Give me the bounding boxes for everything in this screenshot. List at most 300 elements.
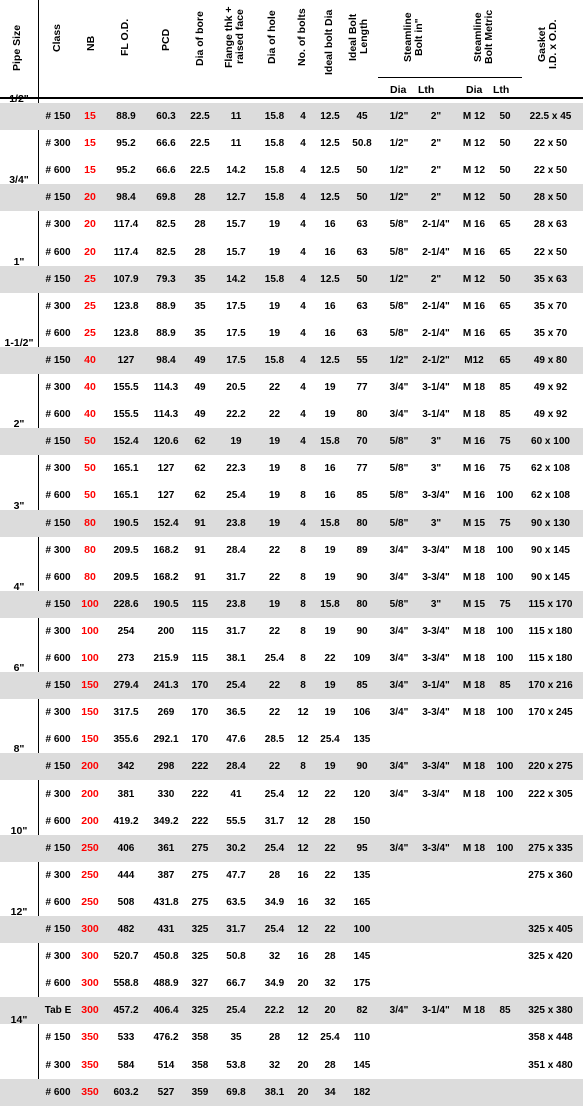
cell-dia-bore: 62 — [194, 490, 206, 502]
cell-nb: 300 — [81, 1004, 99, 1017]
table-row — [0, 753, 583, 780]
pipe-size-label: 10" — [10, 824, 28, 837]
cell-fl-od: 381 — [117, 788, 135, 800]
cell-bolt-dia: 19 — [324, 571, 336, 583]
table-row — [0, 320, 583, 347]
cell-stud-lth-metric: 100 — [496, 842, 514, 854]
cell-nb: 20 — [84, 245, 96, 258]
cell-bolt-dia: 22 — [324, 788, 336, 800]
cell-stud-lth-metric: 65 — [499, 246, 511, 258]
cell-stud-dia-in: 3/4" — [389, 409, 409, 421]
cell-stud-lth-in — [416, 943, 456, 970]
cell-bolt-length: 95 — [356, 842, 368, 854]
table-row — [0, 943, 583, 970]
cell-stud-lth-metric: 100 — [496, 707, 514, 719]
cell-dia-bore: 35 — [194, 273, 206, 285]
cell-pcd: 476.2 — [153, 1032, 179, 1044]
cell-dia-bore: 49 — [194, 354, 206, 366]
cell-gasket — [518, 970, 583, 997]
cell-bolt-length: 80 — [356, 409, 368, 421]
cell-bolt-dia: 16 — [324, 463, 336, 475]
cell-fl-od: 520.7 — [113, 951, 139, 963]
cell-nb: 250 — [81, 841, 99, 854]
cell-stud-lth-in: 3-3/4" — [422, 653, 450, 664]
table-row — [0, 537, 583, 564]
cell-gasket: 22 x 50 — [533, 138, 568, 150]
cell-bolt-length: 182 — [353, 1086, 371, 1098]
cell-dia-hole: 38.1 — [264, 1086, 285, 1098]
cell-bolt-dia: 19 — [324, 409, 336, 421]
cell-dia-hole: 34.9 — [264, 896, 285, 908]
cell-stud-lth-metric: 65 — [499, 219, 511, 231]
cell-dia-bore: 91 — [194, 544, 206, 556]
cell-stud-dia-metric — [457, 1079, 491, 1106]
cell-class: # 600 — [45, 490, 71, 502]
cell-stud-lth-metric: 100 — [496, 761, 514, 773]
cell-stud-lth-in: 2" — [430, 111, 442, 122]
cell-pcd: 127 — [157, 463, 175, 475]
cell-pcd: 114.3 — [153, 382, 179, 393]
cell-dia-bore: 327 — [191, 978, 209, 990]
cell-dia-hole: 15.8 — [264, 138, 285, 150]
cell-dia-bore: 222 — [191, 815, 209, 827]
cell-fl-od: 123.8 — [113, 300, 139, 312]
pipe-size-label: 4" — [13, 580, 25, 593]
cell-stud-lth-in — [416, 862, 456, 889]
cell-dia-bore: 275 — [191, 869, 209, 881]
cell-stud-lth-in: 2-1/4" — [422, 219, 450, 231]
cell-pcd: 488.9 — [153, 978, 179, 990]
cell-pcd: 450.8 — [153, 951, 179, 963]
cell-no-bolts: 4 — [300, 246, 306, 258]
cell-dia-hole: 28 — [268, 1032, 281, 1044]
cell-stud-lth-metric — [492, 1024, 518, 1051]
cell-stud-lth-in: 2" — [430, 192, 442, 204]
cell-bolt-length: 63 — [356, 219, 368, 231]
cell-fl-od: 155.5 — [113, 409, 139, 421]
cell-bolt-dia: 12.5 — [320, 354, 340, 366]
cell-class: # 600 — [45, 1086, 71, 1098]
cell-pcd: 298 — [157, 761, 175, 773]
cell-fl-od: 95.2 — [116, 165, 136, 177]
cell-flange-thk: 31.7 — [226, 571, 246, 583]
cell-dia-hole: 25.4 — [264, 788, 285, 800]
cell-dia-hole: 25.4 — [264, 924, 285, 935]
cell-gasket: 325 x 420 — [528, 951, 573, 963]
cell-nb: 80 — [84, 570, 96, 583]
cell-gasket — [518, 1079, 583, 1106]
cell-dia-hole: 19 — [268, 598, 281, 610]
cell-bolt-dia: 12.5 — [320, 273, 340, 285]
pipe-size-label: 8" — [13, 743, 25, 756]
cell-flange-thk: 25.4 — [226, 680, 246, 692]
cell-stud-dia-in: 5/8" — [389, 517, 409, 529]
cell-nb: 150 — [81, 679, 99, 692]
header-flange-thk: Flange thk + raised face — [223, 6, 246, 68]
cell-stud-lth-metric: 100 — [496, 571, 514, 583]
cell-no-bolts: 12 — [297, 1005, 309, 1017]
cell-pcd: 79.3 — [156, 273, 176, 285]
cell-bolt-dia: 15.8 — [320, 436, 340, 448]
cell-stud-dia-in: 5/8" — [389, 327, 409, 339]
cell-gasket: 358 x 448 — [528, 1032, 573, 1044]
cell-stud-lth-in: 2" — [430, 165, 442, 177]
cell-flange-thk: 19 — [230, 436, 242, 448]
cell-nb: 150 — [81, 706, 99, 719]
cell-flange-thk: 22.3 — [226, 463, 246, 475]
cell-stud-lth-metric: 50 — [499, 165, 511, 177]
cell-fl-od: 273 — [117, 653, 135, 664]
cell-stud-lth-metric: 65 — [499, 327, 511, 339]
cell-gasket — [518, 808, 583, 835]
cell-no-bolts: 4 — [300, 382, 306, 393]
cell-flange-thk: 30.2 — [226, 842, 246, 854]
cell-dia-hole: 28 — [268, 869, 281, 881]
cell-no-bolts: 4 — [300, 192, 306, 204]
cell-stud-lth-in: 2" — [430, 273, 442, 285]
cell-stud-lth-metric — [492, 726, 518, 753]
cell-no-bolts: 8 — [300, 463, 306, 475]
cell-dia-hole: 19 — [268, 436, 281, 448]
cell-fl-od: 209.5 — [113, 571, 139, 583]
cell-gasket: 28 x 63 — [533, 219, 568, 231]
cell-fl-od: 355.6 — [113, 734, 139, 746]
cell-dia-hole: 25.4 — [264, 842, 285, 854]
cell-nb: 100 — [81, 624, 99, 637]
cell-pcd: 82.5 — [156, 219, 176, 231]
cell-no-bolts: 4 — [300, 273, 306, 285]
cell-dia-bore: 22.5 — [190, 138, 210, 150]
cell-class: # 150 — [45, 598, 71, 610]
cell-stud-lth-in: 3-3/4" — [422, 842, 450, 854]
cell-no-bolts: 12 — [297, 842, 309, 854]
cell-stud-dia-in: 1/2" — [389, 138, 409, 150]
cell-fl-od: 152.4 — [113, 436, 139, 448]
cell-bolt-dia: 19 — [324, 707, 336, 719]
cell-no-bolts: 20 — [297, 1059, 309, 1071]
cell-flange-thk: 20.5 — [226, 382, 246, 393]
cell-flange-thk: 22.2 — [226, 409, 246, 421]
cell-bolt-dia: 28 — [324, 1059, 336, 1071]
cell-dia-hole: 19 — [268, 300, 281, 312]
cell-stud-dia-metric: M 18 — [462, 842, 486, 854]
header-dia-metric: Dia — [466, 84, 483, 96]
table-row — [0, 970, 583, 997]
cell-pcd: 406.4 — [153, 1005, 179, 1017]
cell-pcd: 330 — [157, 788, 175, 800]
cell-nb: 300 — [81, 923, 99, 935]
cell-bolt-length: 50 — [356, 273, 368, 285]
cell-fl-od: 117.4 — [113, 246, 139, 258]
cell-dia-bore: 275 — [191, 842, 209, 854]
cell-no-bolts: 8 — [300, 544, 306, 556]
cell-stud-dia-metric: M 12 — [462, 138, 486, 150]
cell-dia-bore: 325 — [191, 1005, 209, 1017]
cell-bolt-length: 45 — [356, 111, 368, 122]
cell-stud-lth-metric: 85 — [499, 1005, 511, 1017]
cell-dia-hole: 22 — [268, 571, 281, 583]
cell-stud-dia-in: 3/4" — [389, 680, 409, 692]
cell-bolt-dia: 19 — [324, 625, 336, 637]
header-gasket: Gasket I.D. x O.D. — [536, 19, 559, 69]
cell-stud-dia-in: 3/4" — [389, 571, 409, 583]
cell-pcd: 361 — [157, 842, 175, 854]
cell-stud-lth-in: 2-1/4" — [422, 246, 450, 258]
cell-no-bolts: 16 — [297, 951, 309, 963]
cell-nb: 350 — [81, 1085, 99, 1098]
header-nb: NB — [85, 35, 97, 51]
cell-stud-dia-metric: M 16 — [462, 436, 486, 448]
cell-flange-thk: 50.8 — [226, 951, 246, 963]
cell-stud-lth-metric — [492, 970, 518, 997]
table-row — [0, 482, 583, 509]
cell-stud-dia-in: 5/8" — [389, 300, 409, 312]
cell-stud-lth-metric: 50 — [499, 192, 511, 204]
cell-gasket: 115 x 180 — [528, 625, 573, 637]
cell-class: # 600 — [45, 815, 71, 827]
cell-nb: 250 — [81, 895, 99, 908]
cell-flange-thk: 15.7 — [226, 246, 246, 258]
cell-stud-dia-metric — [457, 943, 491, 970]
cell-dia-hole: 22 — [268, 761, 281, 773]
cell-no-bolts: 4 — [300, 327, 306, 339]
cell-no-bolts: 12 — [297, 707, 309, 719]
cell-stud-dia-in: 1/2" — [389, 111, 409, 122]
header-lth-metric: Lth — [493, 84, 510, 96]
cell-pcd: 269 — [157, 707, 175, 719]
cell-bolt-dia: 28 — [324, 815, 336, 827]
cell-no-bolts: 12 — [297, 815, 309, 827]
cell-stud-lth-metric — [492, 943, 518, 970]
cell-class: Tab E — [44, 1005, 72, 1017]
cell-class: # 300 — [45, 869, 71, 881]
cell-stud-lth-metric: 75 — [499, 598, 511, 610]
cell-stud-dia-metric — [457, 1052, 491, 1079]
cell-pcd: 88.9 — [156, 300, 176, 312]
cell-bolt-length: 50.8 — [352, 138, 372, 150]
cell-stud-dia-metric: M 18 — [462, 653, 486, 664]
cell-class: # 600 — [45, 327, 71, 339]
cell-stud-lth-metric — [492, 889, 518, 916]
cell-class: # 300 — [45, 951, 71, 963]
cell-no-bolts: 16 — [297, 869, 309, 881]
cell-dia-hole: 32 — [268, 951, 281, 963]
cell-gasket: 90 x 145 — [531, 544, 570, 556]
header-dia-hole: Dia of hole — [266, 10, 278, 64]
cell-stud-dia-metric: M 18 — [462, 761, 486, 773]
cell-stud-lth-in: 3-3/4" — [422, 490, 450, 502]
cell-dia-bore: 358 — [191, 1059, 209, 1071]
cell-gasket: 115 x 180 — [528, 653, 573, 664]
cell-dia-hole: 15.8 — [264, 192, 285, 204]
cell-stud-lth-in: 2-1/2" — [422, 354, 450, 366]
cell-dia-bore: 222 — [191, 761, 209, 773]
cell-no-bolts: 12 — [297, 924, 309, 935]
cell-stud-lth-metric — [492, 862, 518, 889]
cell-nb: 15 — [84, 137, 96, 150]
cell-bolt-dia: 15.8 — [320, 598, 340, 610]
cell-bolt-length: 63 — [356, 246, 368, 258]
cell-gasket: 28 x 50 — [533, 192, 568, 204]
pipe-size-label: 1/2" — [9, 93, 29, 105]
cell-bolt-length: 50 — [356, 165, 368, 177]
cell-dia-hole: 15.8 — [264, 354, 285, 366]
cell-bolt-length: 90 — [356, 571, 368, 583]
cell-no-bolts: 4 — [300, 138, 306, 150]
cell-no-bolts: 16 — [297, 896, 309, 908]
cell-stud-lth-in: 3" — [430, 598, 442, 610]
cell-flange-thk: 25.4 — [226, 1005, 246, 1017]
cell-pcd: 120.6 — [153, 436, 179, 448]
cell-flange-thk: 28.4 — [226, 761, 246, 773]
cell-stud-lth-in: 3-3/4" — [422, 544, 450, 556]
table-row — [0, 808, 583, 835]
table-row — [0, 428, 583, 455]
cell-bolt-dia: 25.4 — [320, 1032, 340, 1044]
cell-no-bolts: 12 — [297, 734, 309, 746]
cell-bolt-dia: 25.4 — [320, 734, 340, 746]
cell-flange-thk: 53.8 — [226, 1059, 246, 1071]
cell-flange-thk: 14.2 — [226, 273, 246, 285]
cell-stud-dia-metric: M 18 — [462, 1005, 486, 1017]
cell-bolt-length: 109 — [353, 653, 371, 664]
cell-stud-dia-in: 3/4" — [389, 1005, 409, 1017]
cell-nb: 200 — [81, 814, 99, 827]
cell-dia-hole: 28.5 — [264, 734, 285, 746]
cell-bolt-length: 63 — [356, 327, 368, 339]
cell-stud-lth-in: 3" — [430, 436, 442, 448]
cell-stud-lth-metric — [492, 1079, 518, 1106]
cell-class: # 150 — [45, 924, 71, 935]
cell-stud-dia-metric: M 18 — [462, 680, 486, 692]
header-pipe-size: Pipe Size — [11, 24, 23, 72]
cell-flange-thk: 28.4 — [226, 544, 246, 556]
table-row — [0, 347, 583, 374]
cell-stud-lth-in — [416, 916, 456, 943]
cell-gasket: 49 x 80 — [533, 354, 568, 366]
cell-dia-hole: 19 — [268, 246, 281, 258]
cell-nb: 300 — [81, 977, 99, 990]
cell-stud-lth-metric — [492, 808, 518, 835]
cell-dia-bore: 22.5 — [190, 111, 210, 122]
cell-bolt-length: 89 — [356, 544, 368, 556]
cell-dia-hole: 22 — [268, 409, 281, 421]
cell-stud-lth-in: 3-3/4" — [422, 571, 450, 583]
cell-class: # 150 — [45, 1032, 71, 1044]
table-row — [0, 672, 583, 699]
cell-dia-bore: 170 — [191, 680, 209, 692]
cell-stud-lth-in — [416, 1052, 456, 1079]
cell-nb: 20 — [84, 191, 96, 204]
cell-stud-lth-metric: 100 — [496, 788, 514, 800]
cell-stud-dia-metric: M 18 — [462, 544, 486, 556]
cell-class: # 300 — [45, 219, 71, 231]
cell-fl-od: 165.1 — [113, 490, 139, 502]
cell-stud-lth-metric: 75 — [499, 463, 511, 475]
cell-bolt-dia: 19 — [324, 382, 336, 393]
cell-no-bolts: 8 — [300, 490, 306, 502]
cell-no-bolts: 4 — [300, 219, 306, 231]
table-row — [0, 157, 583, 187]
cell-gasket: 275 x 360 — [528, 869, 573, 881]
cell-no-bolts: 8 — [300, 571, 306, 583]
cell-dia-hole: 22 — [268, 707, 281, 719]
cell-class: # 150 — [45, 842, 71, 854]
cell-pcd: 152.4 — [153, 517, 179, 529]
cell-bolt-dia: 19 — [324, 544, 336, 556]
cell-stud-dia-in: 1/2" — [389, 165, 409, 177]
cell-stud-dia-metric: M 18 — [462, 571, 486, 583]
cell-nb: 250 — [81, 868, 99, 881]
cell-stud-dia-in: 5/8" — [389, 436, 409, 448]
cell-gasket: 170 x 216 — [528, 680, 573, 692]
cell-stud-dia-metric — [457, 916, 491, 943]
cell-flange-thk: 41 — [230, 788, 242, 800]
cell-nb: 200 — [81, 760, 99, 773]
table-row — [0, 211, 583, 238]
table-row — [0, 374, 583, 401]
cell-stud-dia-metric: M 15 — [462, 598, 486, 610]
cell-class: # 300 — [45, 138, 71, 150]
cell-fl-od: 317.5 — [113, 707, 139, 719]
cell-class: # 150 — [45, 517, 71, 529]
cell-stud-dia-in: 5/8" — [389, 490, 409, 502]
cell-bolt-dia: 22 — [324, 653, 336, 664]
cell-fl-od: 165.1 — [113, 463, 139, 475]
cell-bolt-dia: 22 — [324, 924, 336, 935]
table-row — [0, 266, 583, 293]
cell-no-bolts: 4 — [300, 300, 306, 312]
cell-dia-bore: 62 — [194, 436, 206, 448]
cell-dia-hole: 22.2 — [264, 1005, 285, 1017]
cell-pcd: 292.1 — [153, 734, 179, 746]
cell-fl-od: 603.2 — [113, 1086, 139, 1098]
cell-no-bolts: 8 — [300, 761, 306, 773]
cell-bolt-length: 175 — [353, 978, 371, 990]
cell-nb: 40 — [84, 353, 96, 366]
cell-nb: 40 — [84, 408, 96, 421]
cell-dia-hole: 32 — [268, 1059, 281, 1071]
cell-dia-hole: 25.4 — [264, 653, 285, 664]
cell-fl-od: 406 — [117, 842, 135, 854]
cell-flange-thk: 14.2 — [226, 165, 246, 177]
cell-bolt-length: 50 — [356, 192, 368, 204]
table-row — [0, 184, 583, 211]
cell-stud-dia-in — [382, 916, 416, 943]
cell-bolt-dia: 20 — [324, 1005, 336, 1017]
cell-no-bolts: 20 — [297, 978, 309, 990]
cell-no-bolts: 8 — [300, 598, 306, 610]
cell-stud-lth-metric: 65 — [499, 300, 511, 312]
cell-stud-dia-in: 3/4" — [389, 761, 409, 773]
pipe-size-label: 14" — [10, 1014, 28, 1027]
cell-no-bolts: 4 — [300, 111, 306, 122]
cell-dia-hole: 31.7 — [264, 815, 285, 827]
cell-dia-bore: 28 — [194, 192, 206, 204]
cell-stud-lth-in: 3-3/4" — [422, 625, 450, 637]
cell-nb: 25 — [84, 299, 96, 312]
cell-class: # 600 — [45, 734, 71, 746]
cell-stud-dia-in — [382, 726, 416, 753]
cell-stud-lth-in: 2-1/4" — [422, 327, 450, 339]
cell-bolt-length: 145 — [353, 951, 371, 963]
cell-pcd: 168.2 — [153, 571, 179, 583]
cell-stud-dia-in: 5/8" — [389, 598, 409, 610]
cell-nb: 100 — [81, 597, 99, 610]
cell-nb: 15 — [84, 164, 96, 177]
table-row — [0, 645, 583, 675]
cell-nb: 150 — [81, 733, 99, 746]
